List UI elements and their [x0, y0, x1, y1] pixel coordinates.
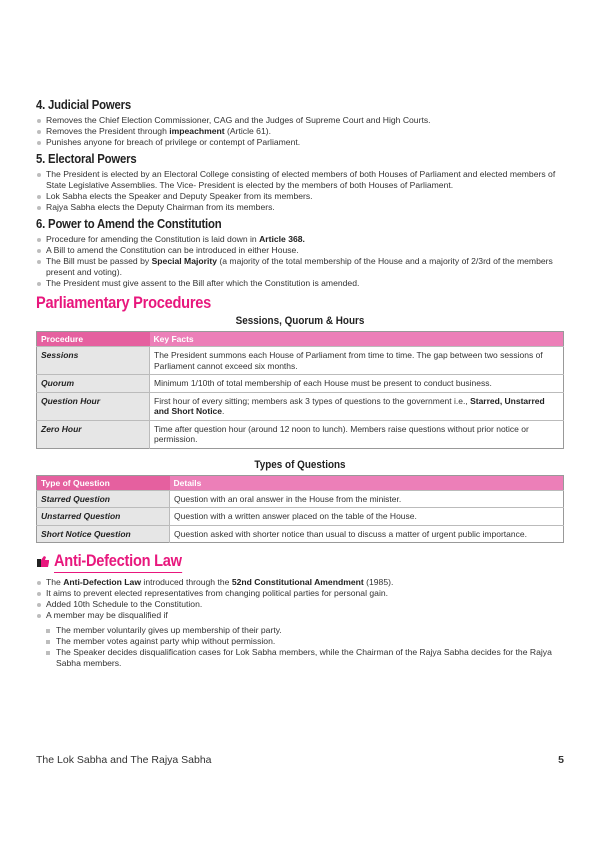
- row-value: Question asked with shorter notice than usual to discuss a matter of urgent public importance.: [170, 525, 564, 543]
- text: The Bill must be passed by: [46, 256, 152, 266]
- list-item: [36, 577, 564, 588]
- bold-text: 52nd Constitutional Amendment: [231, 577, 364, 587]
- list-item: The member voluntarily gives up membership of their party.: [36, 625, 564, 636]
- list-item: The Speaker decides disqualification cases for Lok Sabha members, while the Chairman of the Rajya Sabha decides for the Rajya Sabha members.: [36, 647, 564, 669]
- column-header: Type of Question: [37, 475, 170, 490]
- anti-list: [36, 577, 564, 621]
- bold-text: Anti-Defection Law: [63, 577, 142, 587]
- row-label: Starred Question: [37, 490, 170, 508]
- table-row: [37, 392, 564, 420]
- page-content: [36, 98, 564, 673]
- questions-table: [36, 475, 564, 544]
- electoral-heading: 5. Electoral Powers: [36, 152, 137, 166]
- judicial-heading: 4. Judicial Powers: [36, 98, 132, 112]
- row-value: Time after question hour (around 12 noon to lunch). Members raise questions without prior notice or permission.: [150, 420, 564, 448]
- text: Removes the President through: [46, 126, 170, 136]
- judicial-list: [36, 115, 564, 148]
- row-label: Unstarred Question: [37, 508, 170, 526]
- bold-text: Article 368.: [259, 234, 305, 244]
- row-value: Question with a written answer placed on the table of the House.: [170, 508, 564, 526]
- anti-sub-list: [36, 625, 564, 669]
- row-label: Short Notice Question: [37, 525, 170, 543]
- text: The: [46, 577, 64, 587]
- text: (Article 61).: [224, 126, 271, 136]
- text: introduced through the: [141, 577, 232, 587]
- list-item: Removes the Chief Election Commissioner, CAG and the Judges of Supreme Court and High Courts.: [36, 115, 564, 126]
- footer-title: The Lok Sabha and The Rajya Sabha: [36, 754, 212, 766]
- table-row: [37, 508, 564, 526]
- list-item: Added 10th Schedule to the Constitution.: [36, 599, 564, 610]
- list-item: A member may be disqualified if: [36, 610, 564, 621]
- list-item: Punishes anyone for breach of privilege or contempt of Parliament.: [36, 137, 564, 148]
- anti-defection-title: Anti-Defection Law: [54, 551, 182, 573]
- column-header: Key Facts: [150, 332, 564, 347]
- table-caption-questions: Types of Questions: [254, 458, 346, 471]
- table-row: [37, 525, 564, 543]
- list-item: Rajya Sabha elects the Deputy Chairman from its members.: [36, 202, 564, 213]
- amend-heading: 6. Power to Amend the Constitution: [36, 217, 222, 231]
- page-footer: [36, 754, 564, 766]
- text: Procedure for amending the Constitution is laid down in: [46, 234, 260, 244]
- table-caption-sessions: Sessions, Quorum & Hours: [235, 315, 365, 327]
- amend-list: [36, 234, 564, 289]
- row-label: Quorum: [37, 375, 150, 393]
- list-item: It aims to prevent elected representatives from changing political parties for personal gain.: [36, 588, 564, 599]
- row-value: [150, 392, 564, 420]
- row-label: Sessions: [37, 347, 150, 375]
- sessions-table: [36, 331, 564, 449]
- list-item: [36, 234, 564, 245]
- anti-defection-header: [36, 551, 564, 573]
- text: .: [222, 406, 225, 416]
- list-item: Lok Sabha elects the Speaker and Deputy Speaker from its members.: [36, 191, 564, 202]
- row-value: Minimum 1/10th of total membership of each House must be present to conduct business.: [150, 375, 564, 393]
- electoral-list: [36, 169, 564, 213]
- text: First hour of every sitting; members ask 3 types of questions to the government i.e.,: [154, 395, 471, 406]
- row-value: The President summons each House of Parliament from time to time. The gap between two sessions of Parliament cannot exceed six months.: [150, 347, 564, 375]
- row-label: Zero Hour: [37, 420, 150, 448]
- page-number: 5: [558, 754, 564, 766]
- table-row: [37, 375, 564, 393]
- list-item: A Bill to amend the Constitution can be introduced in either House.: [36, 245, 564, 256]
- list-item: The member votes against party whip without permission.: [36, 636, 564, 647]
- column-header: Procedure: [37, 332, 150, 347]
- column-header: Details: [170, 475, 564, 490]
- procedures-title: Parliamentary Procedures: [36, 293, 212, 312]
- bold-text: Starred, Unstarred and Short Notice: [154, 395, 545, 416]
- table-row: [37, 490, 564, 508]
- table-row: [37, 347, 564, 375]
- list-item: [36, 256, 564, 278]
- list-item: [36, 126, 564, 137]
- hand-icon: [36, 555, 50, 569]
- list-item: The President is elected by an Electoral College consisting of elected members of both Houses of Parliament and elected members of State Legislative Assemblies. The Vice- President is elected by the members of both Houses of Parliament.: [36, 169, 564, 191]
- list-item: The President must give assent to the Bill after which the Constitution is amended.: [36, 278, 564, 289]
- text: (1985).: [363, 577, 394, 587]
- table-row: [37, 420, 564, 448]
- row-label: Question Hour: [37, 392, 150, 420]
- bold-text: Special Majority: [151, 256, 218, 266]
- text: (a majority of the total membership of the House and a majority of 2/3rd of the members present and voting).: [46, 256, 553, 277]
- bold-text: impeachment: [169, 126, 225, 136]
- row-value: Question with an oral answer in the House from the minister.: [170, 490, 564, 508]
